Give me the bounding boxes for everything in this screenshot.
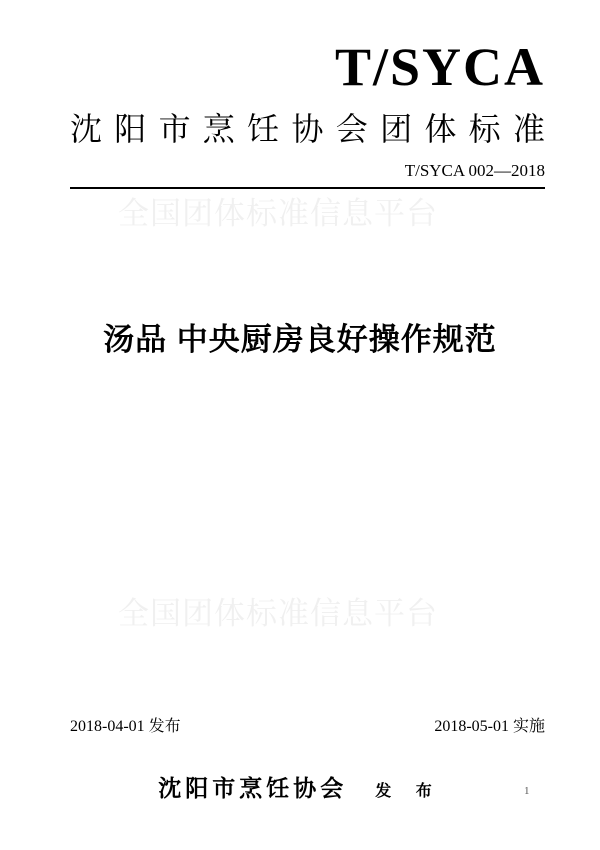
standard-number: T/SYCA 002—2018 <box>404 161 545 180</box>
standard-code-logo: T/SYCA <box>334 37 545 97</box>
publisher-row <box>0 770 600 803</box>
document-title: 汤品 中央厨房良好操作规范 <box>103 322 497 357</box>
header-divider-rule <box>70 187 545 189</box>
association-standard-heading: 沈阳市烹饪协会团体标准 <box>70 111 545 147</box>
watermark-top: 全国团体标准信息平台 <box>118 196 438 231</box>
issue-date: 2018-04-01 发布 <box>70 718 181 735</box>
publish-label: 发 布 <box>375 783 442 800</box>
publisher-name: 沈阳市烹饪协会 <box>158 775 348 801</box>
dates-row <box>70 717 545 737</box>
page-number: 1 <box>524 785 530 797</box>
implement-date: 2018-05-01 实施 <box>434 718 545 735</box>
watermark-middle: 全国团体标准信息平台 <box>118 596 438 631</box>
